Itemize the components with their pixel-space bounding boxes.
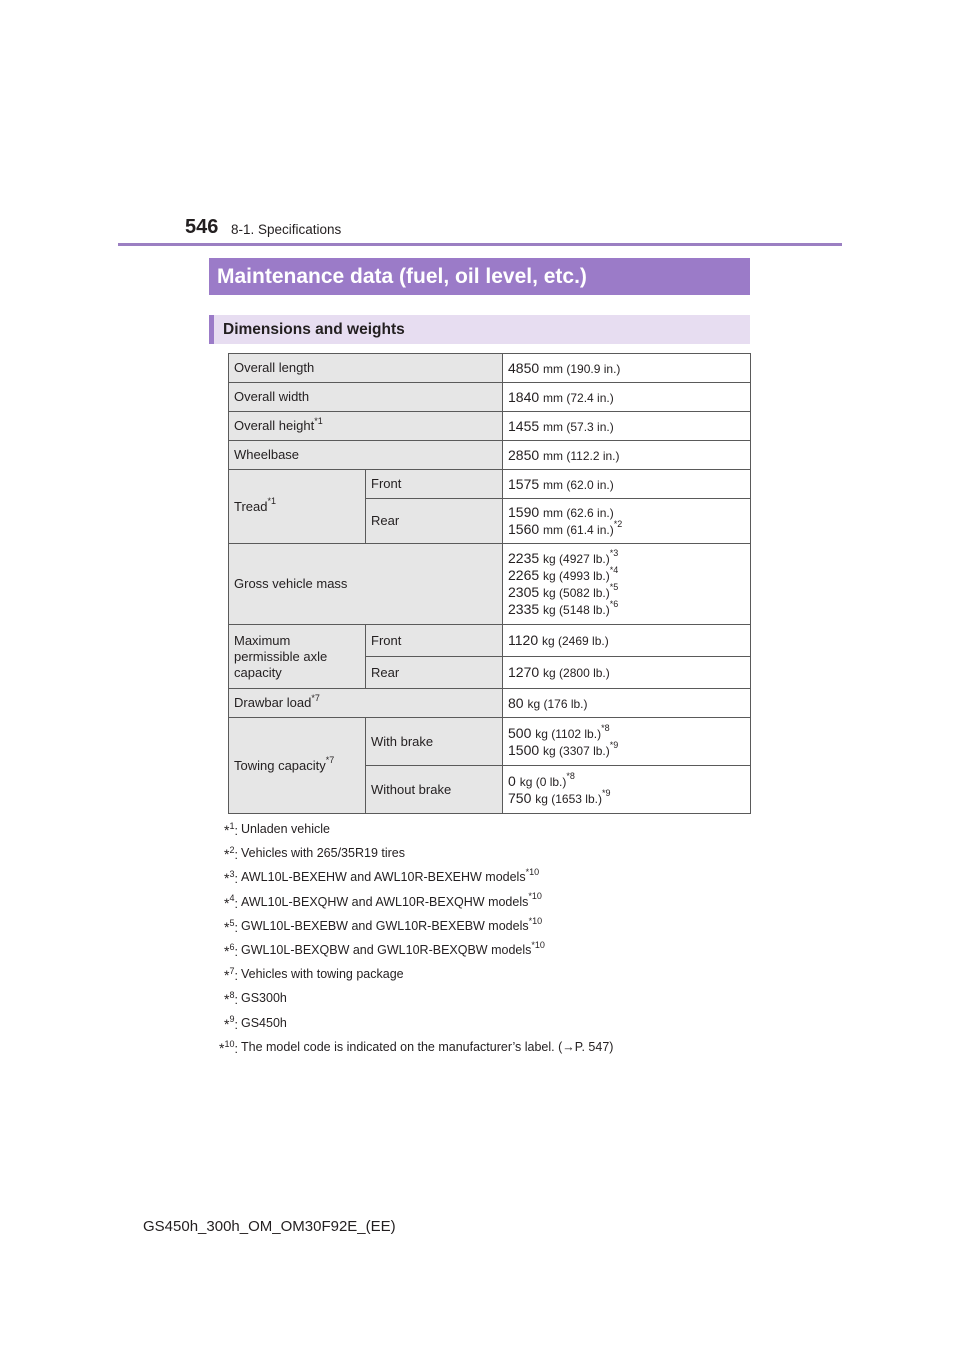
- footnote: *$^6$: GWL10L-BEXQBW and GWL10R-BEXQBW models$^{*10}$: [224, 939, 545, 959]
- row-value: 1575 mm (62.0 in.): [503, 470, 751, 499]
- footnote: *$^1$: Unladen vehicle: [224, 820, 330, 838]
- dimensions-weights-table: [228, 353, 751, 814]
- row-label: Overall width: [229, 383, 503, 412]
- row-label: Wheelbase: [229, 441, 503, 470]
- row-value: 500 kg (1102 lb.)$^{*8}$ 1500 kg (3307 lb.)$^{*9}$: [503, 718, 751, 766]
- row-label: Overall length: [229, 354, 503, 383]
- footnote-ref: *9: [609, 739, 619, 750]
- footnote-ref: *8: [566, 770, 575, 781]
- row-value: 80 kg (176 lb.): [503, 689, 751, 718]
- footnote-ref: *8: [601, 722, 610, 733]
- footnote-ref: *4: [609, 565, 619, 576]
- row-label: Overall height$^{*1}$: [229, 412, 503, 441]
- row-label: Gross vehicle mass: [229, 544, 503, 625]
- footnote: *$^7$: Vehicles with towing package: [224, 965, 404, 984]
- footnote-ref: *1: [267, 496, 276, 507]
- sub-label: Front: [366, 625, 503, 657]
- row-label: Drawbar load$^{*7}$: [229, 689, 503, 718]
- table-row: [229, 718, 751, 766]
- table-row: [229, 544, 751, 625]
- table-row: [229, 689, 751, 718]
- section-title: 8-1. Specifications: [231, 222, 342, 237]
- document-code-footer: GS450h_300h_OM_OM30F92E_(EE): [143, 1218, 396, 1235]
- row-value: 1270 kg (2800 lb.): [503, 657, 751, 689]
- footnote: *$^3$: AWL10L-BEXEHW and AWL10R-BEXEHW models$^{*10}$: [224, 867, 540, 887]
- row-label: Towing capacity$^{*7}$: [229, 718, 366, 814]
- footnotes: [208, 822, 768, 1064]
- footnote-ref: *7: [311, 692, 320, 703]
- row-label: Tread$^{*1}$: [229, 470, 366, 544]
- footnote: *$^2$: Vehicles with 265/35R19 tires: [224, 845, 405, 863]
- table-row: [229, 470, 751, 499]
- row-value: 2850 mm (112.2 in.): [503, 441, 751, 470]
- footnote: *$^4$: AWL10L-BEXQHW and AWL10R-BEXQHW models$^{*10}$: [224, 891, 542, 911]
- sub-label: Rear: [366, 499, 503, 544]
- table-row: [229, 383, 751, 412]
- footnote: *$^{10}$: The model code is indicated on the manufacturer’s label. (→P. 547): [219, 1038, 614, 1056]
- row-value: 1840 mm (72.4 in.): [503, 383, 751, 412]
- row-value: 0 kg (0 lb.)$^{*8}$ 750 kg (1653 lb.)$^{*9}$: [503, 766, 751, 814]
- footnote-ref: *6: [609, 599, 619, 610]
- row-value: 1455 mm (57.3 in.): [503, 412, 751, 441]
- row-value: 4850 mm (190.9 in.): [503, 354, 751, 383]
- footnote-ref: *9: [601, 787, 611, 798]
- page-number: 546: [185, 216, 219, 238]
- sub-label: Front: [366, 470, 503, 499]
- main-heading: Maintenance data (fuel, oil level, etc.): [209, 258, 750, 295]
- header-divider: [118, 243, 842, 246]
- sub-label: With brake: [366, 718, 503, 766]
- sub-heading: Dimensions and weights: [209, 315, 750, 344]
- footnote: *$^5$: GWL10L-BEXEBW and GWL10R-BEXEBW models$^{*10}$: [224, 915, 543, 935]
- footnote-ref: *3: [609, 548, 619, 559]
- footnote-ref: *2: [613, 519, 623, 530]
- table-row: [229, 354, 751, 383]
- row-value: 2235 kg (4927 lb.)$^{*3}$ 2265 kg (4993 lb.)$^{*4}$ 2305 kg (5082 lb.)$^{*5}$ 2335 kg (5148 lb.)$^{*6}$: [503, 544, 751, 625]
- footnote-ref: *1: [314, 415, 323, 426]
- sub-label: Without brake: [366, 766, 503, 814]
- table-row: [229, 412, 751, 441]
- footnote: *$^8$: GS300h: [224, 990, 287, 1008]
- row-label: Maximum permissible axle capacity: [229, 625, 366, 689]
- footnote: *$^9$: GS450h: [224, 1014, 287, 1032]
- table-row: [229, 441, 751, 470]
- row-value: 1120 kg (2469 lb.): [503, 625, 751, 657]
- footnote-ref: *7: [325, 755, 335, 766]
- footnote-ref: *5: [609, 582, 619, 593]
- sub-label: Rear: [366, 657, 503, 689]
- row-value: 1590 mm (62.6 in.) 1560 mm (61.4 in.)$^{*2}$: [503, 499, 751, 544]
- table-row: [229, 625, 751, 657]
